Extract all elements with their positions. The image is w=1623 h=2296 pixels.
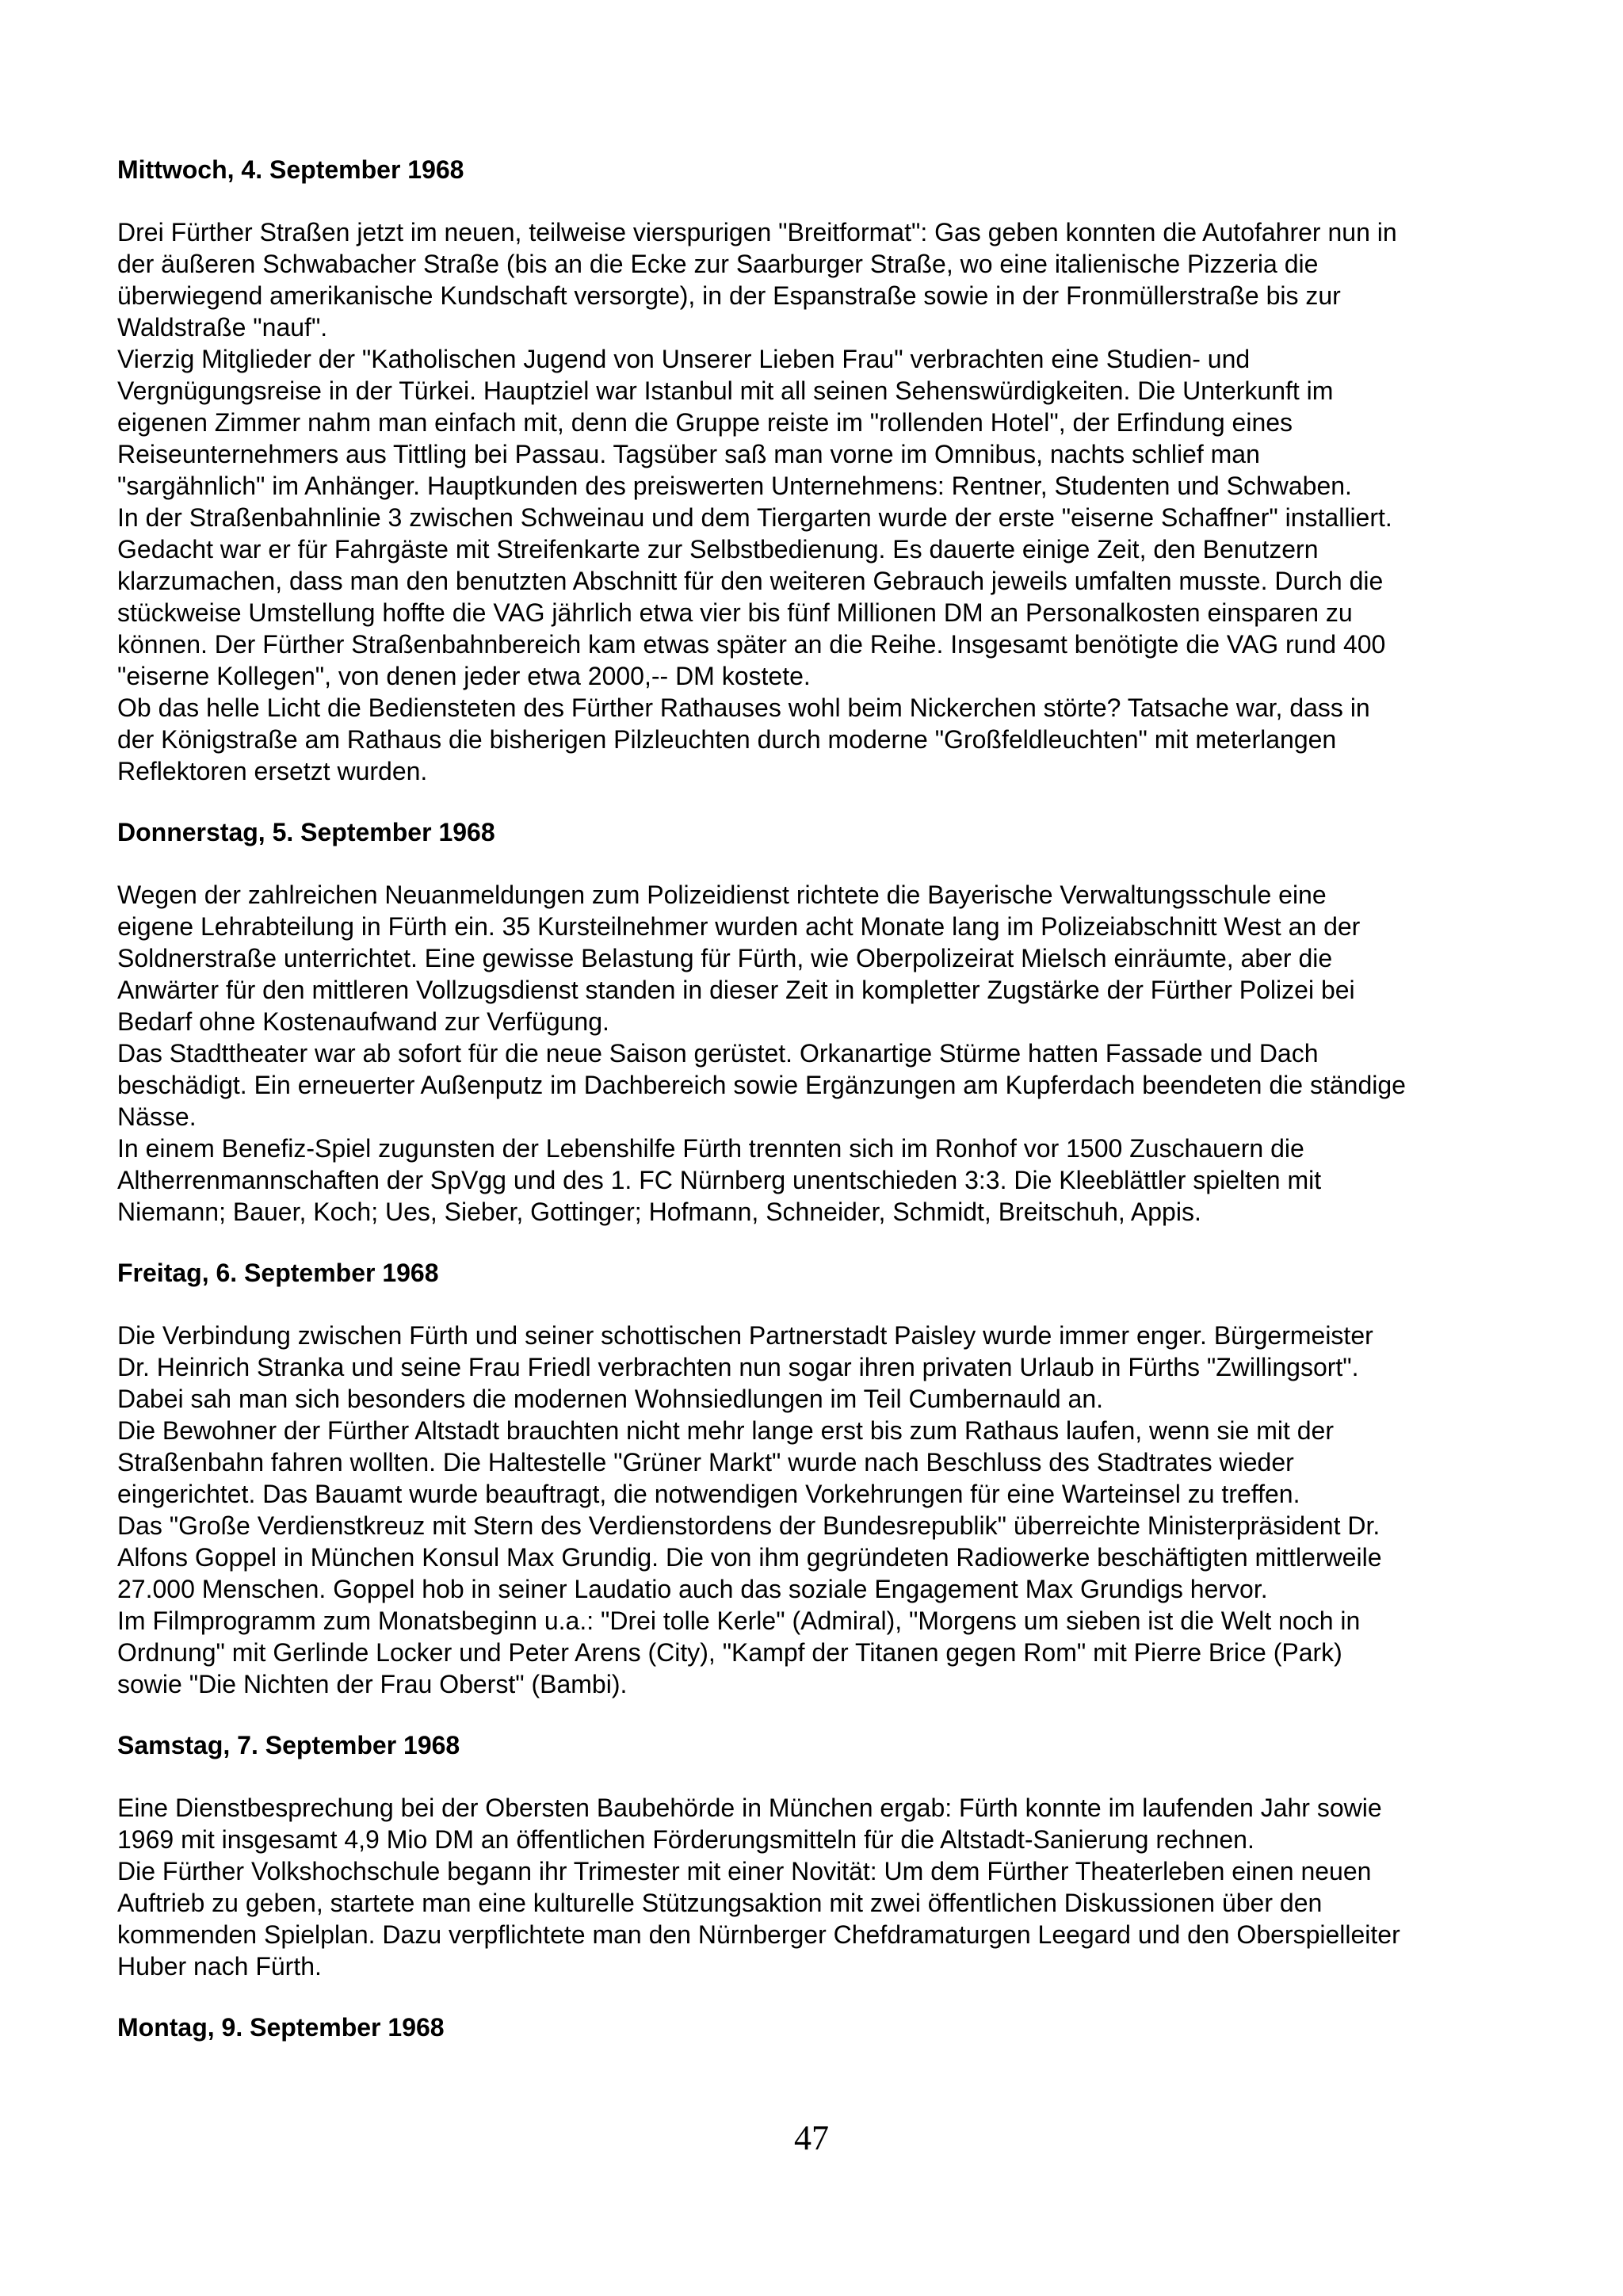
text-line: Drei Fürther Straßen jetzt im neuen, teilweise vierspurigen "Breitformat": Gas geben konnten die Autofahrer nun in — [117, 218, 1397, 246]
text-line: Vergnügungsreise in der Türkei. Hauptziel war Istanbul mit all seinen Sehenswürdigkeiten. Die Unterkunft im — [117, 376, 1334, 405]
paragraph — [117, 1605, 1528, 1700]
text-line: eingerichtet. Das Bauamt wurde beauftragt, die notwendigen Vorkehrungen für eine Warteinsel zu treffen. — [117, 1480, 1300, 1508]
text-line: können. Der Fürther Straßenbahnbereich kam etwas später an die Reihe. Insgesamt benötigte die VAG rund 400 — [117, 630, 1386, 659]
text-line: Anwärter für den mittleren Vollzugsdienst standen in dieser Zeit in kompletter Zugstärke der Fürther Polizei bei — [117, 976, 1355, 1004]
text-line: eigene Lehrabteilung in Fürth ein. 35 Kursteilnehmer wurden acht Monate lang im Polizeiabschnitt West an der — [117, 912, 1361, 941]
text-line: der Königstraße am Rathaus die bisherigen Pilzleuchten durch moderne "Großfeldleuchten" mit meterlangen — [117, 725, 1337, 754]
text-line: Huber nach Fürth. — [117, 1952, 322, 1981]
text-line: Waldstraße "nauf". — [117, 313, 328, 342]
text-line: Dr. Heinrich Stranka und seine Frau Friedl verbrachten nun sogar ihren privaten Urlaub in Fürths "Zwillingsort". — [117, 1353, 1359, 1381]
text-line: 1969 mit insgesamt 4,9 Mio DM an öffentlichen Förderungsmitteln für die Altstadt-Sanierung rechnen. — [117, 1825, 1254, 1854]
page-footer — [0, 2118, 1623, 2157]
paragraph — [117, 502, 1528, 692]
date-heading: Samstag, 7. September 1968 — [117, 1731, 460, 1759]
text-line: überwiegend amerikanische Kundschaft versorgte), in der Espanstraße sowie in der Fronmüllerstraße bis zur — [117, 281, 1341, 310]
text-line: Reiseunternehmers aus Tittling bei Passau. Tagsüber saß man vorne im Omnibus, nachts schlief man — [117, 440, 1260, 468]
text-line: Soldnerstraße unterrichtet. Eine gewisse Belastung für Fürth, wie Oberpolizeirat Mielsch einräumte, aber die — [117, 944, 1333, 972]
text-line: klarzumachen, dass man den benutzten Abschnitt für den weiteren Gebrauch jeweils umfalten musste. Durch die — [117, 567, 1384, 595]
page-number: 47 — [794, 2118, 829, 2157]
text-line: beschädigt. Ein erneuerter Außenputz im Dachbereich sowie Ergänzungen am Kupferdach beendeten die ständige — [117, 1071, 1406, 1099]
text-line: Die Bewohner der Fürther Altstadt brauchten nicht mehr lange erst bis zum Rathaus laufen, wenn sie mit der — [117, 1416, 1334, 1445]
text-line: Das Stadttheater war ab sofort für die neue Saison gerüstet. Orkanartige Stürme hatten Fassade und Dach — [117, 1039, 1319, 1068]
text-line: stückweise Umstellung hoffte die VAG jährlich etwa vier bis fünf Millionen DM an Personalkosten einsparen zu — [117, 598, 1353, 627]
text-line: In einem Benefiz-Spiel zugunsten der Lebenshilfe Fürth trennten sich im Ronhof vor 1500 Zuschauern die — [117, 1134, 1304, 1163]
text-line: 27.000 Menschen. Goppel hob in seiner Laudatio auch das soziale Engagement Max Grundigs hervor. — [117, 1575, 1268, 1603]
text-line: Auftrieb zu geben, startete man eine kulturelle Stützungsaktion mit zwei öffentlichen Diskussionen über den — [117, 1889, 1323, 1917]
text-line: Vierzig Mitglieder der "Katholischen Jugend von Unserer Lieben Frau" verbrachten eine Studien- und — [117, 345, 1251, 373]
text-line: In der Straßenbahnlinie 3 zwischen Schweinau und dem Tiergarten wurde der erste "eiserne Schaffner" installiert. — [117, 503, 1392, 532]
paragraph — [117, 1415, 1528, 1510]
text-line: sowie "Die Nichten der Frau Oberst" (Bambi). — [117, 1670, 628, 1698]
text-line: kommenden Spielplan. Dazu verpflichtete man den Nürnberger Chefdramaturgen Leegard und den Oberspielleiter — [117, 1920, 1400, 1949]
text-line: Eine Dienstbesprechung bei der Obersten Baubehörde in München ergab: Fürth konnte im laufenden Jahr sowie — [117, 1794, 1382, 1822]
text-line: Die Fürther Volkshochschule begann ihr Trimester mit einer Novität: Um dem Fürther Theaterleben einen neuen — [117, 1857, 1372, 1885]
date-heading: Mittwoch, 4. September 1968 — [117, 155, 464, 184]
text-line: Gedacht war er für Fahrgäste mit Streifenkarte zur Selbstbedienung. Es dauerte einige Zeit, den Benutzern — [117, 535, 1319, 563]
paragraph — [117, 879, 1528, 1037]
text-line: Niemann; Bauer, Koch; Ues, Sieber, Gottinger; Hofmann, Schneider, Schmidt, Breitschuh, Appis. — [117, 1198, 1201, 1226]
paragraph — [117, 216, 1528, 343]
paragraph — [117, 1037, 1528, 1133]
text-line: Altherrenmannschaften der SpVgg und des 1. FC Nürnberg unentschieden 3:3. Die Kleeblättler spielten mit — [117, 1166, 1322, 1194]
paragraph — [117, 1133, 1528, 1228]
text-line: Die Verbindung zwischen Fürth und seiner schottischen Partnerstadt Paisley wurde immer enger. Bürgermeister — [117, 1321, 1373, 1350]
paragraph — [117, 1320, 1528, 1415]
text-line: eigenen Zimmer nahm man einfach mit, denn die Gruppe reiste im "rollenden Hotel", der Erfindung eines — [117, 408, 1293, 437]
text-line: Wegen der zahlreichen Neuanmeldungen zum Polizeidienst richtete die Bayerische Verwaltungsschule eine — [117, 881, 1327, 909]
text-line: Alfons Goppel in München Konsul Max Grundig. Die von ihm gegründeten Radiowerke beschäftigten mittlerweile — [117, 1543, 1382, 1572]
paragraph — [117, 1855, 1528, 1982]
text-line: Das "Große Verdienstkreuz mit Stern des Verdienstordens der Bundesrepublik" überreichte Ministerpräsident Dr. — [117, 1511, 1381, 1540]
text-line: "eiserne Kollegen", von denen jeder etwa 2000,-- DM kostete. — [117, 662, 811, 690]
text-line: "sargähnlich" im Anhänger. Hauptkunden des preiswerten Unternehmens: Rentner, Studenten und Schwaben. — [117, 472, 1352, 500]
text-line: Dabei sah man sich besonders die modernen Wohnsiedlungen im Teil Cumbernauld an. — [117, 1385, 1103, 1413]
paragraph — [117, 1510, 1528, 1605]
paragraph — [117, 692, 1528, 787]
date-heading: Montag, 9. September 1968 — [117, 2013, 445, 2042]
paragraph — [117, 343, 1528, 502]
text-line: Reflektoren ersetzt wurden. — [117, 757, 428, 785]
date-heading: Freitag, 6. September 1968 — [117, 1259, 439, 1287]
text-line: Im Filmprogramm zum Monatsbeginn u.a.: "Drei tolle Kerle" (Admiral), "Morgens um sieben ist die Welt noch in — [117, 1606, 1361, 1635]
text-line: der äußeren Schwabacher Straße (bis an die Ecke zur Saarburger Straße, wo eine italienische Pizzeria die — [117, 250, 1319, 278]
text-line: Ob das helle Licht die Bediensteten des Fürther Rathauses wohl beim Nickerchen störte? Tatsache war, dass in — [117, 693, 1370, 722]
text-line: Bedarf ohne Kostenaufwand zur Verfügung. — [117, 1007, 609, 1036]
text-line: Straßenbahn fahren wollten. Die Haltestelle "Grüner Markt" wurde nach Beschluss des Stadtrates wieder — [117, 1448, 1294, 1477]
text-line: Nässe. — [117, 1102, 197, 1131]
paragraph — [117, 1792, 1528, 1855]
text-line: Ordnung" mit Gerlinde Locker und Peter Arens (City), "Kampf der Titanen gegen Rom" mit Pierre Brice (Park) — [117, 1638, 1342, 1667]
date-heading: Donnerstag, 5. September 1968 — [117, 818, 495, 846]
document-body — [117, 154, 1528, 2043]
